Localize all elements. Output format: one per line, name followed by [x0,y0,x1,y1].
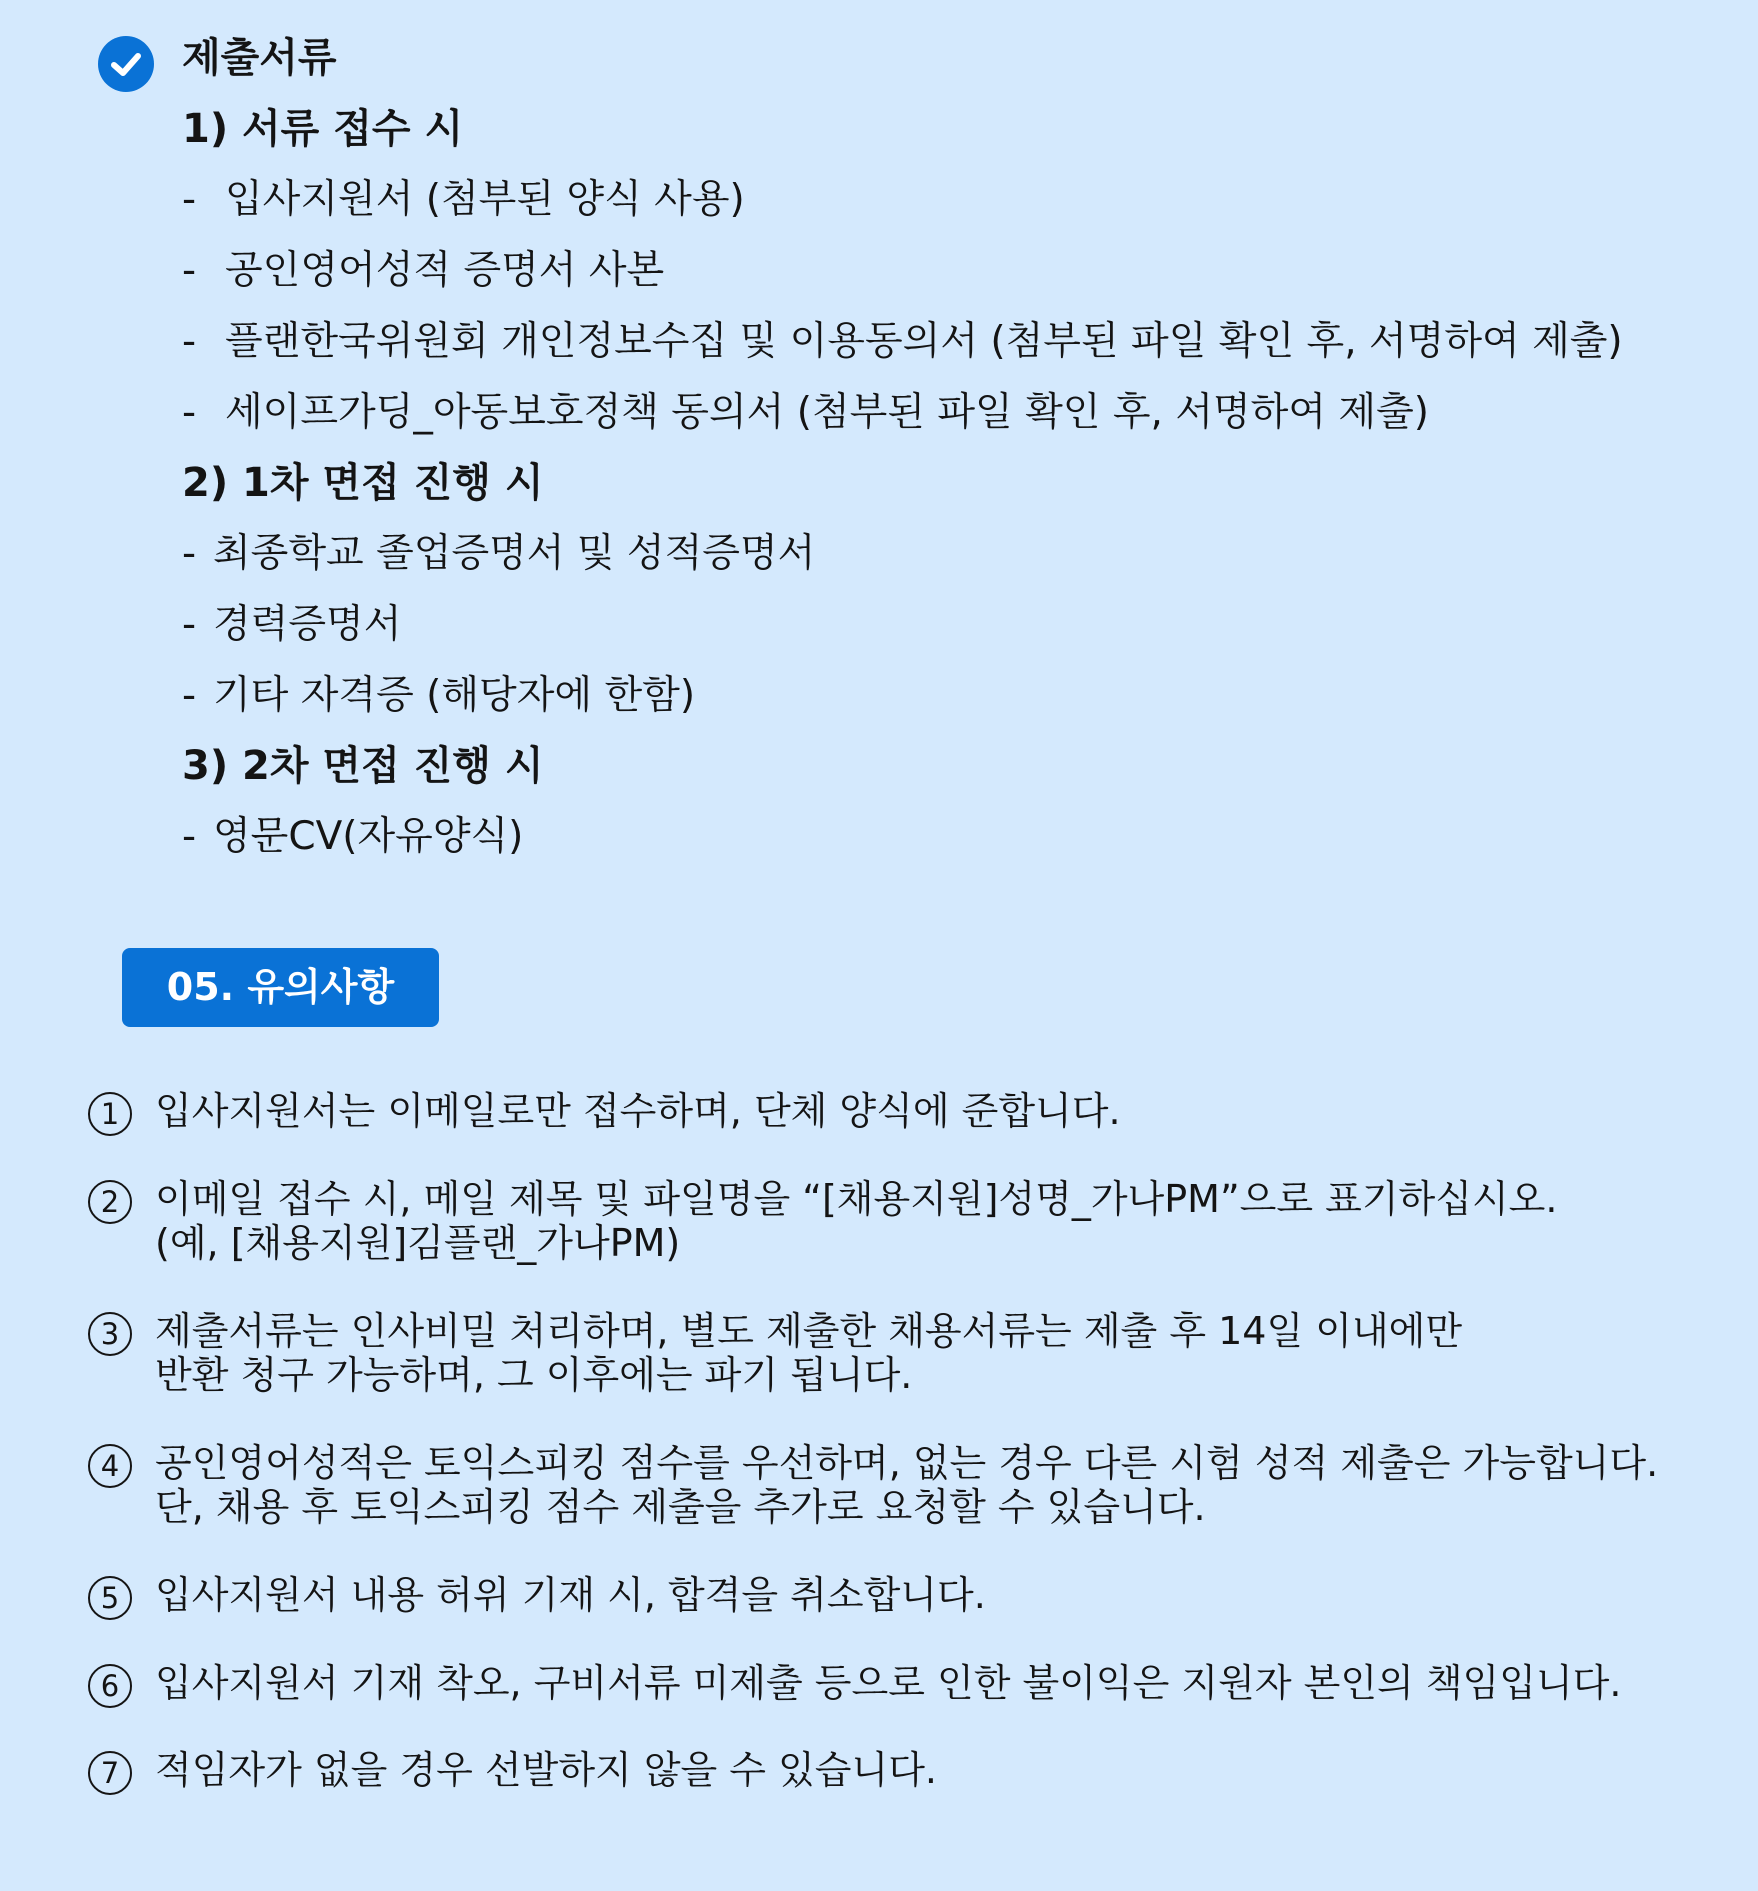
document-item: - 영문CV(자유양식) [182,814,524,859]
group-heading: 3) 2차 면접 진행 시 [182,743,544,789]
document-item: - 입사지원서 (첨부된 양식 사용) [182,177,745,222]
notice-text: 입사지원서 기재 착오, 구비서류 미제출 등으로 인한 불이익은 지원자 본인의 책임입니다. [155,1661,1622,1705]
notice-text: 이메일 접수 시, 메일 제목 및 파일명을 “[채용지원]성명_가나PM”으로 표기하십시오. (예, [채용지원]김플랜_가나PM) [155,1177,1558,1265]
group-heading: 1) 서류 접수 시 [182,106,464,152]
circled-number: 1 [88,1092,132,1136]
group-heading: 2) 1차 면접 진행 시 [182,460,544,506]
circled-number: 3 [88,1312,132,1356]
notice-text: 제출서류는 인사비밀 처리하며, 별도 제출한 채용서류는 제출 후 14일 이내에만 반환 청구 가능하며, 그 이후에는 파기 됩니다. [155,1309,1463,1397]
circled-number: 6 [88,1664,132,1708]
circled-number: 5 [88,1576,132,1620]
notice-text: 입사지원서는 이메일로만 접수하며, 단체 양식에 준합니다. [155,1089,1121,1133]
notice-text: 적임자가 없을 경우 선발하지 않을 수 있습니다. [155,1748,938,1792]
document-item: - 최종학교 졸업증명서 및 성적증명서 [182,531,816,576]
document-item: - 플랜한국위원회 개인정보수집 및 이용동의서 (첨부된 파일 확인 후, 서명하여 제출) [182,319,1623,364]
notice-section-badge: 05. 유의사항 [122,948,439,1027]
check-circle-icon [97,35,155,93]
notice-text: 입사지원서 내용 허위 기재 시, 합격을 취소합니다. [155,1573,986,1617]
circled-number: 7 [88,1751,132,1795]
document-item: - 공인영어성적 증명서 사본 [182,248,665,293]
document-item: - 세이프가딩_아동보호정책 동의서 (첨부된 파일 확인 후, 서명하여 제출) [182,390,1429,435]
document-item: - 기타 자격증 (해당자에 한함) [182,673,696,718]
circled-number: 4 [88,1444,132,1488]
circled-number: 2 [88,1180,132,1224]
document-item: - 경력증명서 [182,602,402,647]
notice-text: 공인영어성적은 토익스피킹 점수를 우선하며, 없는 경우 다른 시험 성적 제출은 가능합니다. 단, 채용 후 토익스피킹 점수 제출을 추가로 요청할 수 있습니다. [155,1441,1659,1529]
documents-title: 제출서류 [182,35,337,81]
